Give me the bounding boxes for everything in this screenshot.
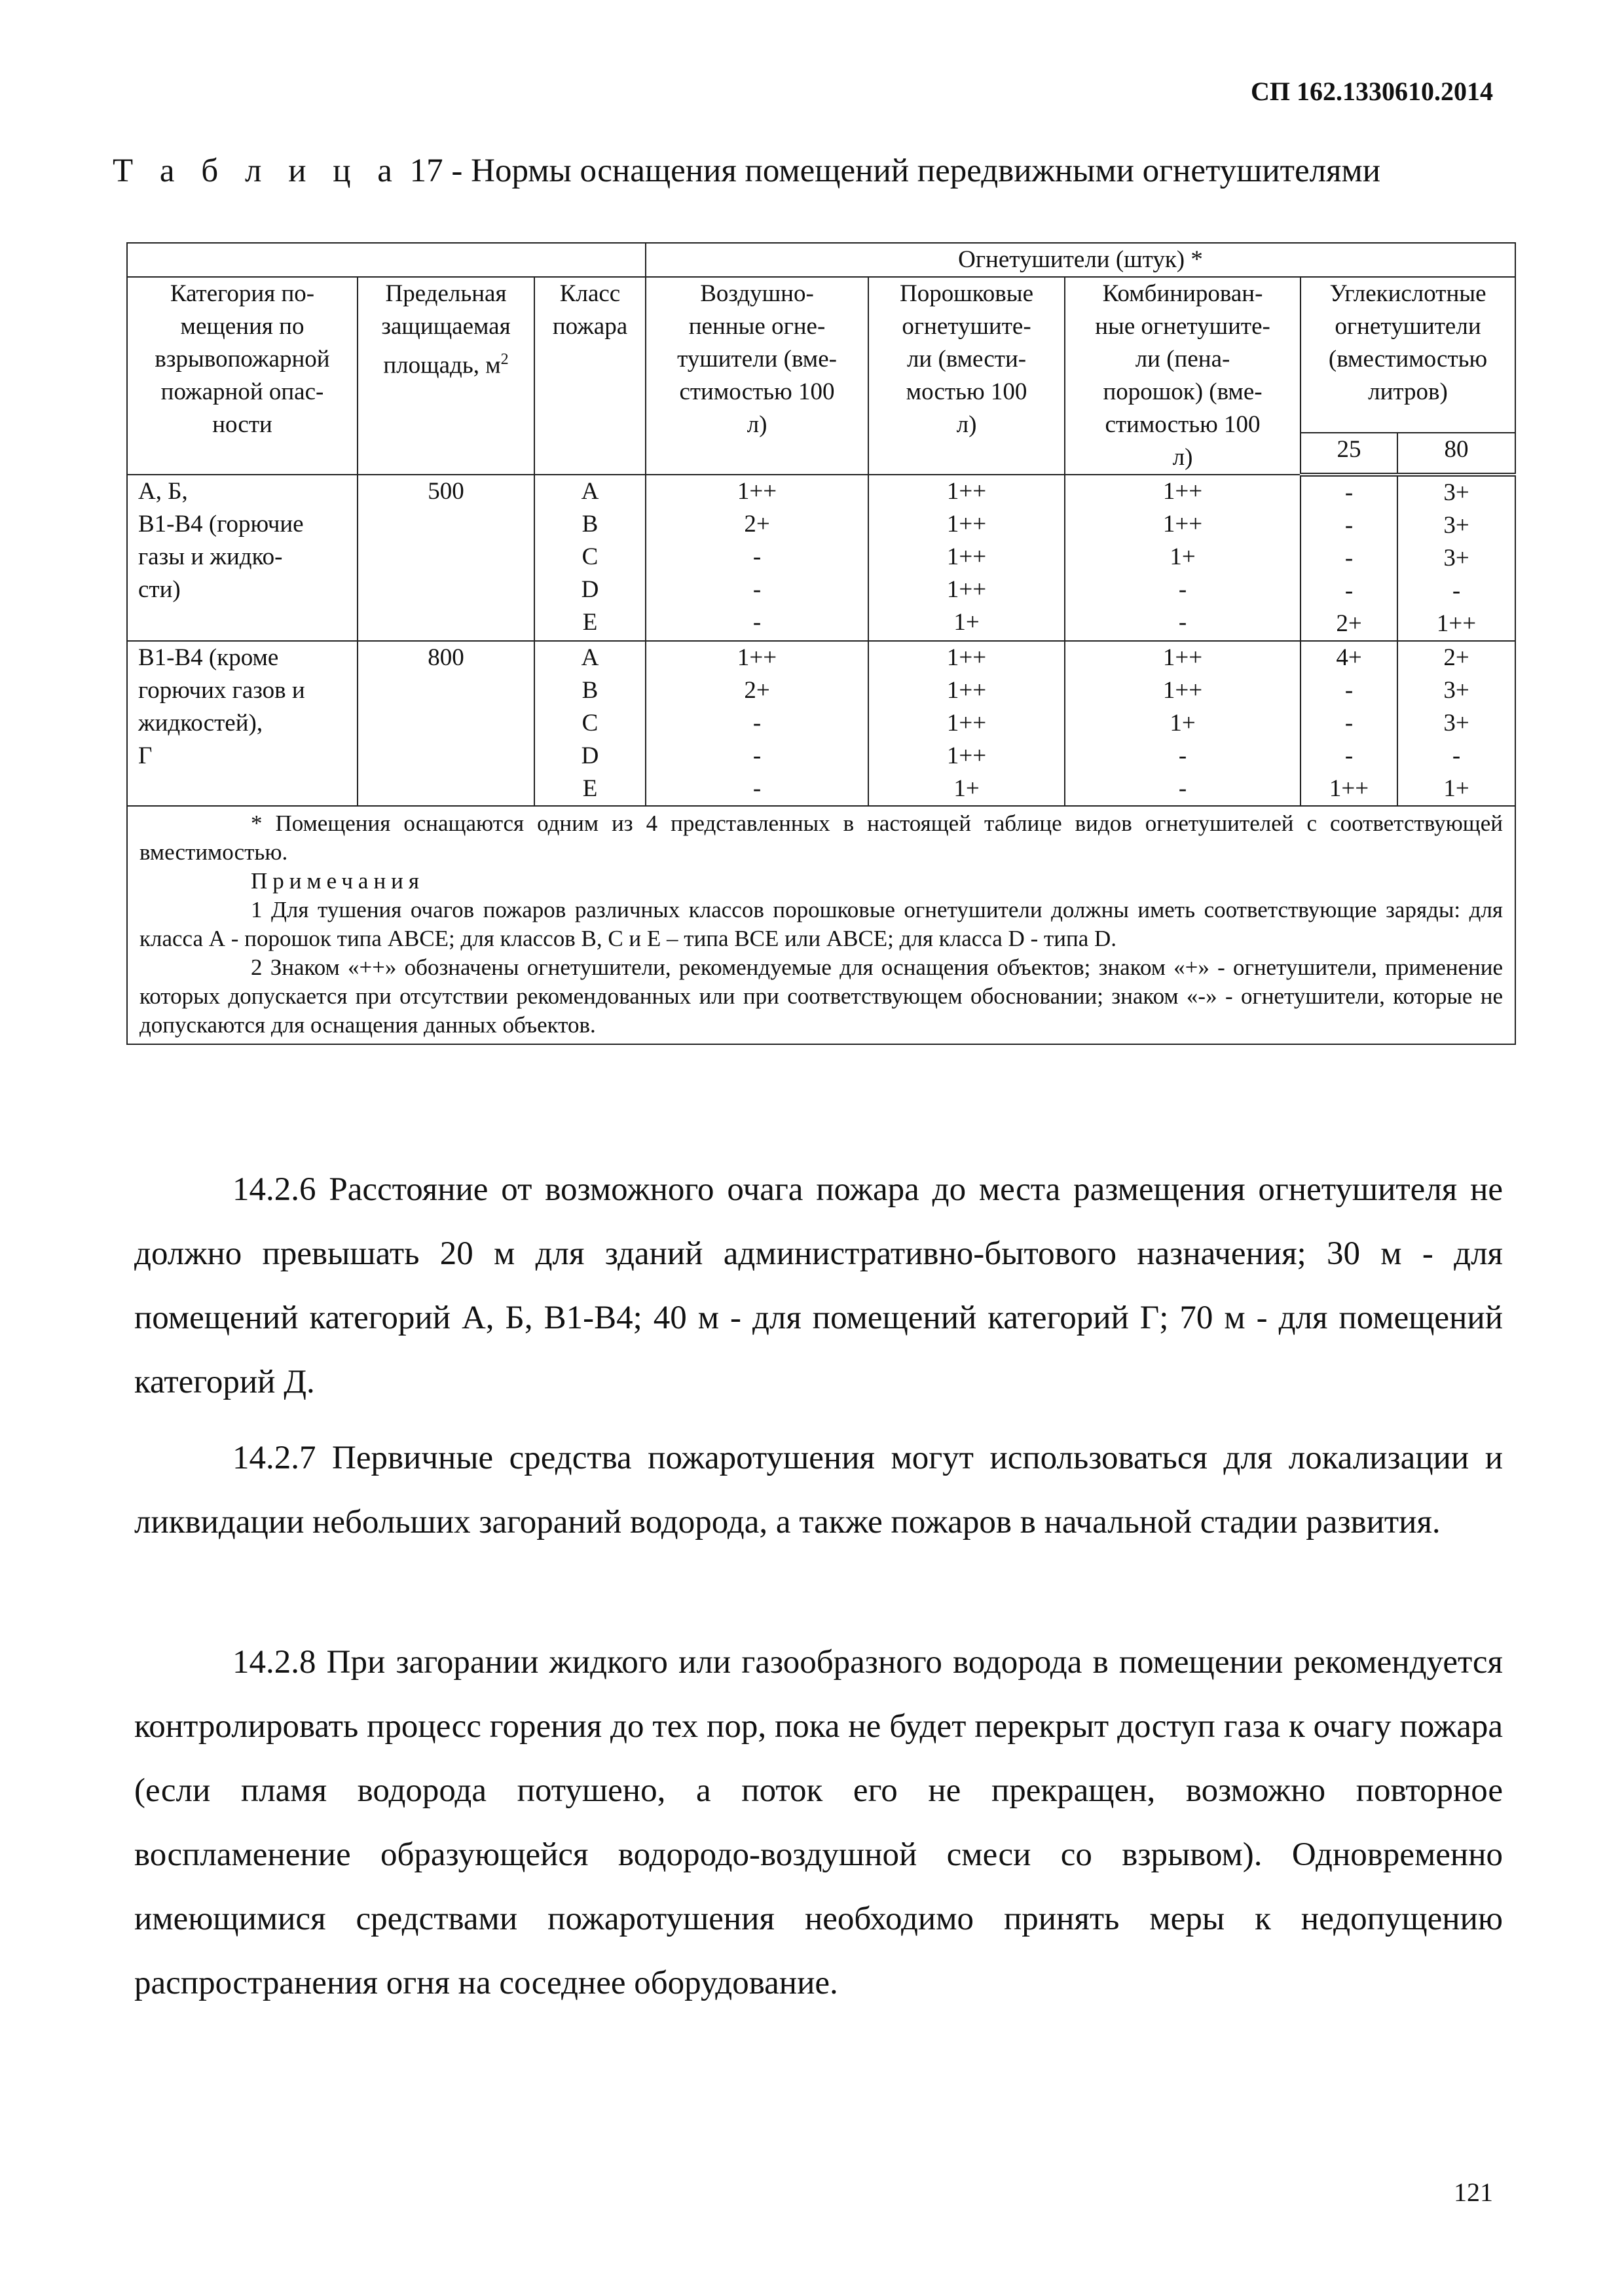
cell-category: А, Б, В1-В4 (горючие газы и жидко- сти)	[127, 475, 358, 641]
header-category: Категория по- мещения по взрывопожарной пожарной опас- ности	[127, 277, 358, 475]
cell-area: 500	[358, 475, 534, 641]
note-1: 1 Для тушения очагов пожаров различных классов порошковые огнетушители должны иметь соответствующие заряды: для класса А - порошок типа АВСЕ; для классов В, С и Е – типа ВСЕ или АВСЕ; для класса D - типа D.	[139, 897, 1504, 951]
table-title-word: Т а б л и ц а	[113, 153, 401, 189]
group-header-extinguishers: Огнетушители (штук) *	[646, 243, 1515, 277]
header-co2-25: 25	[1301, 433, 1397, 475]
paragraph-14-2-8: 14.2.8 При загорании жидкого или газообразного водорода в помещении рекомендуется контролировать процесс горения до тех пор, пока не будет перекрыт доступ газа к очагу пожара (если пламя водорода потушено, а поток его не прекращен, возможно повторное воспламенение образующейся водородо-воздушной смеси со взрывом). Одновременно имеющимися средствами пожаротушения необходимо принять меры к недопущению распространения огня на соседнее оборудование.	[134, 1644, 1503, 2001]
cell-category: В1-В4 (кроме горючих газов и жидкостей), Г	[127, 641, 358, 806]
header-area: Предельная защищаемая площадь, $м^2$	[358, 277, 534, 475]
table-row-group-1	[127, 475, 1515, 641]
table-group-header-row	[127, 243, 1515, 277]
header-co2: Углекислотные огнетушители (вместимостью литров)	[1301, 277, 1515, 433]
notes-heading: Примечания	[251, 868, 425, 894]
extinguisher-norms-table	[126, 242, 1516, 1045]
cell-combined: 1++ 1++ 1+ - -	[1065, 475, 1301, 641]
header-air-foam: Воздушно- пенные огне- тушители (вме- стимостью 100 л)	[646, 277, 868, 475]
note-2: 2 Знаком «++» обозначены огнетушители, рекомендуемые для оснащения объектов; знаком «+» - огнетушители, применение которых допускается при отсутствии рекомендованных или при соответствующем обосновании; знаком «-» - огнетушители, которые не допускаются для оснащения данных объектов.	[139, 955, 1504, 1038]
table-row-group-2	[127, 641, 1515, 806]
cell-air-foam: 1++ 2+ - - -	[646, 641, 868, 806]
document-code: СП 162.1330610.2014	[1251, 77, 1493, 106]
cell-co2-25: - - - - 2+	[1301, 475, 1397, 641]
cell-co2-80: 2+ 3+ 3+ - 1+	[1397, 641, 1515, 806]
page-number: 121	[1454, 2178, 1493, 2207]
cell-co2-25: 4+ - - - 1++	[1301, 641, 1397, 806]
paragraph-14-2-7: 14.2.7 Первичные средства пожаротушения могут использоваться для локализации и ликвидации небольших загораний водорода, а также пожаров в начальной стадии развития.	[134, 1440, 1503, 1540]
cell-fire-classes: A B C D E	[534, 641, 646, 806]
table-title	[113, 152, 1380, 190]
cell-area: 800	[358, 641, 534, 806]
table-notes-row	[127, 806, 1515, 1044]
table-title-text: 17 - Нормы оснащения помещений передвижными огнетушителями	[409, 153, 1381, 189]
table-notes	[127, 806, 1515, 1044]
header-combined: Комбинирован- ные огнетушите- ли (пена- порошок) (вме- стимостью 100 л)	[1065, 277, 1301, 475]
paragraph-14-2-6: 14.2.6 Расстояние от возможного очага пожара до места размещения огнетушителя не должно превышать 20 м для зданий административно-бытового назначения; 30 м - для помещений категорий А, Б, В1-В4; 40 м - для помещений категорий Г; 70 м - для помещений категорий Д.	[134, 1171, 1503, 1400]
table-header-row	[127, 277, 1515, 433]
cell-fire-classes: A B C D E	[534, 475, 646, 641]
header-powder: Порошковые огнетушите- ли (вмести- мостью 100 л)	[868, 277, 1065, 475]
header-co2-80: 80	[1397, 433, 1515, 475]
cell-powder: 1++ 1++ 1++ 1++ 1+	[868, 475, 1065, 641]
cell-combined: 1++ 1++ 1+ - -	[1065, 641, 1301, 806]
header-fire-class: Класс пожара	[534, 277, 646, 475]
table-footnote: * Помещения оснащаются одним из 4 представленных в настоящей таблице видов огнетушителей с соответствующей вместимостью.	[139, 811, 1504, 865]
cell-powder: 1++ 1++ 1++ 1++ 1+	[868, 641, 1065, 806]
cell-co2-80: 3+ 3+ 3+ - 1++	[1397, 475, 1515, 641]
cell-air-foam: 1++ 2+ - - -	[646, 475, 868, 641]
